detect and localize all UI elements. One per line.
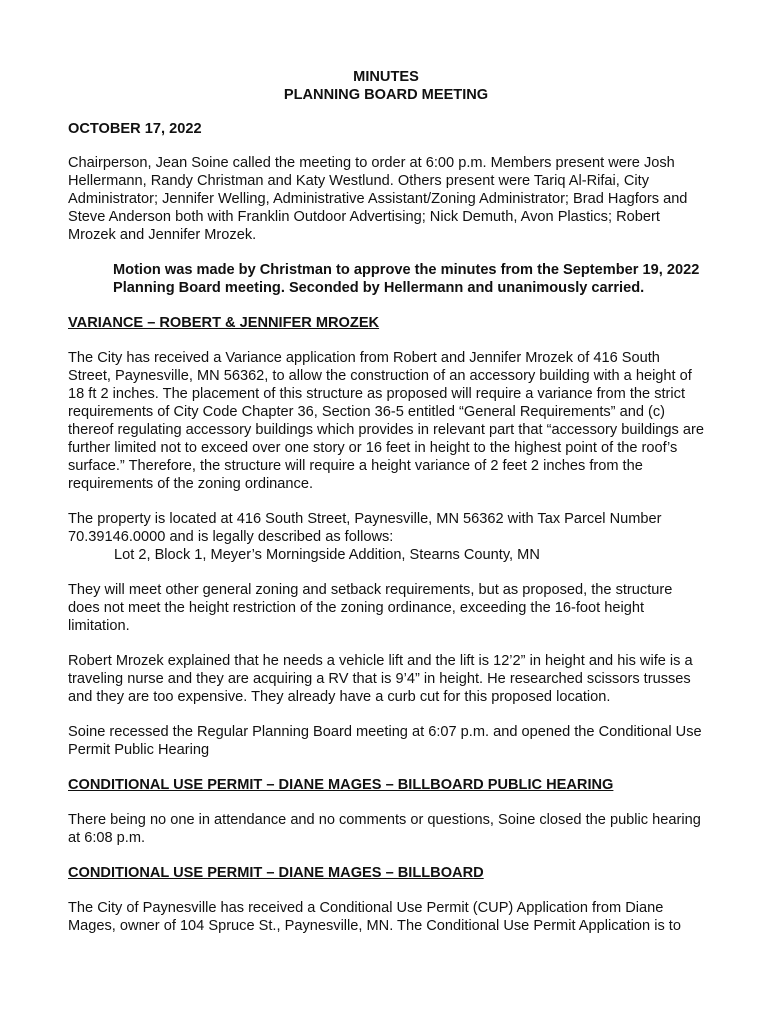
variance-paragraph-5: Soine recessed the Regular Planning Board meeting at 6:07 p.m. and opened the Conditional Use Permit Public Hearing (68, 724, 702, 758)
variance-paragraph-4: Robert Mrozek explained that he needs a vehicle lift and the lift is 12’2” in height and his wife is a traveling nurse and they are acquiring a RV that is 9’4” in height. He researched scissors trusses and they are too expensive. They already have a curb cut for this proposed location. (68, 653, 693, 705)
motion-paragraph: Motion was made by Christman to approve the minutes from the September 19, 2022 Planning Board meeting. Seconded by Hellermann and unanimously carried. (113, 262, 700, 296)
document-page (68, 68, 704, 952)
title-line-planning-board: PLANNING BOARD MEETING (283, 87, 489, 103)
cup-billboard-paragraph: The City of Paynesville has received a Conditional Use Permit (CUP) Application from Diane Mages, owner of 104 Spruce St., Paynesville, MN. The Conditional Use Permit Application is to (68, 900, 681, 934)
property-location-text: The property is located at 416 South Street, Paynesville, MN 56362 with Tax Parcel Number 70.39146.0000 and is legally described as follows: (68, 511, 662, 545)
section-heading-cup-billboard: CONDITIONAL USE PERMIT – DIANE MAGES – BILLBOARD (68, 865, 484, 881)
legal-description: Lot 2, Block 1, Meyer’s Morningside Addition, Stearns County, MN (114, 547, 540, 563)
variance-paragraph-3: They will meet other general zoning and setback requirements, but as proposed, the structure does not meet the height restriction of the zoning ordinance, exceeding the 16-foot height limitation. (68, 582, 673, 634)
section-heading-variance: VARIANCE – ROBERT & JENNIFER MROZEK (68, 315, 380, 331)
meeting-date: OCTOBER 17, 2022 (68, 121, 202, 137)
section-heading-cup-hearing: CONDITIONAL USE PERMIT – DIANE MAGES – BILLBOARD PUBLIC HEARING (68, 777, 614, 793)
intro-paragraph: Chairperson, Jean Soine called the meeting to order at 6:00 p.m. Members present were Josh Hellermann, Randy Christman and Katy Westlund. Others present were Tariq Al-Rifai, City Administrator; Jennifer Welling, Administrative Assistant/Zoning Administrator; Brad Hagfors and Steve Anderson both with Franklin Outdoor Advertising; Nick Demuth, Avon Plastics; Robert Mrozek and Jennifer Mrozek. (68, 155, 688, 243)
variance-paragraph-1: The City has received a Variance application from Robert and Jennifer Mrozek of 416 South Street, Paynesville, MN 56362, to allow the construction of an accessory building with a height of 18 ft 2 inches. The placement of this structure as proposed will require a variance from the strict requirements of City Code Chapter 36, Section 36-5 entitled “General Requirements” and (c) thereof regulating accessory buildings which provides in relevant part that “accessory buildings are further limited not to exceed over one story or 16 feet in height to the highest point of the roof’s surface.” Therefore, the structure will require a height variance of 2 feet 2 inches from the requirements of the zoning ordinance. (68, 350, 704, 492)
document-title (68, 68, 704, 104)
title-line-minutes: MINUTES (353, 69, 419, 85)
variance-paragraph-2 (68, 510, 704, 564)
cup-hearing-paragraph: There being no one in attendance and no comments or questions, Soine closed the public hearing at 6:08 p.m. (68, 812, 701, 846)
